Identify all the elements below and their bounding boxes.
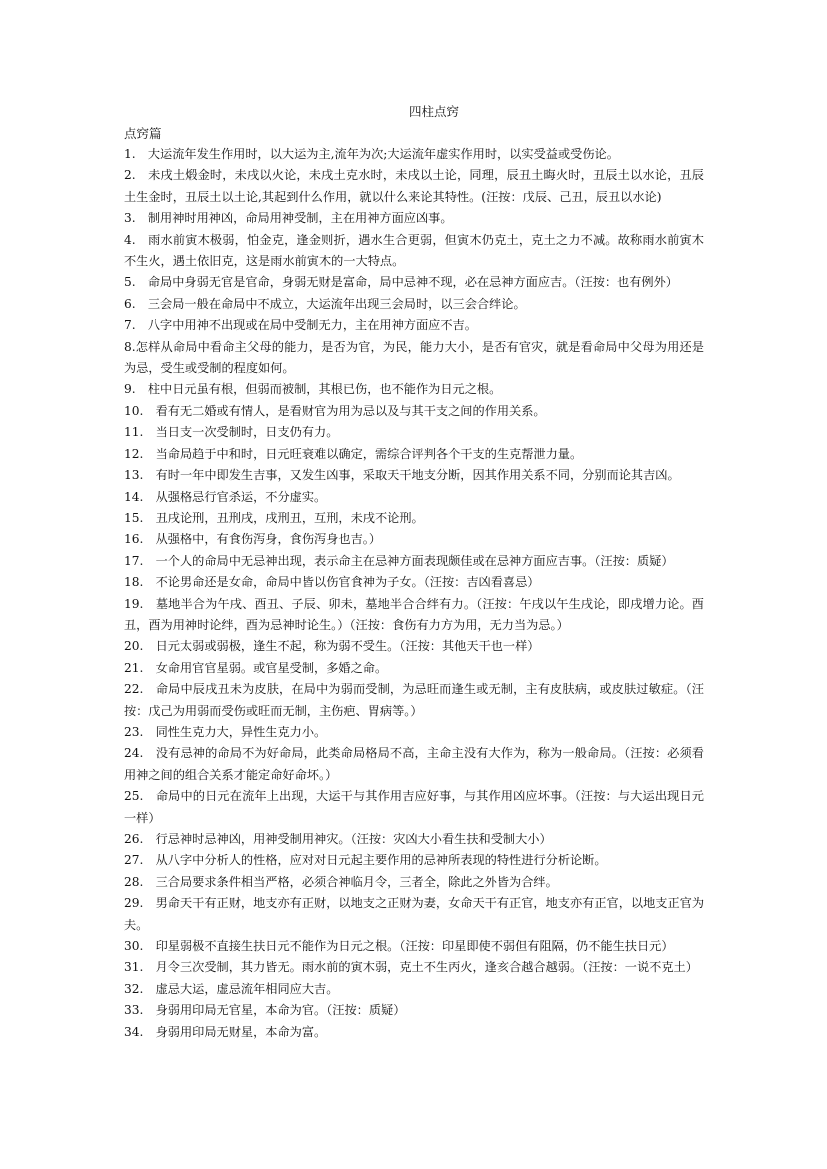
list-item: 21. 女命用官官星弱。或官星受制，多婚之命。 — [124, 660, 388, 675]
list-item: 4. 雨水前寅木极弱，怕金克，逢金则折，遇水生合更弱，但寅木仍克土，克土之力不减。故称雨水前寅木不生火，遇土依旧克，这是雨水前寅木的一大特点。 — [124, 232, 704, 269]
list-item: 23. 同性生克力大，异性生克力小。 — [124, 724, 327, 739]
list-item: 32. 虚忌大运，虚忌流年相同应大吉。 — [124, 981, 339, 996]
list-item: 24. 没有忌神的命局不为好命局，此类命局格局不高，主命主没有大作为，称为一般命局。（汪按：必须看用神之间的组合关系才能定命好命坏。） — [124, 746, 704, 782]
list-item: 19. 墓地半合为午戌、酉丑、子辰、卯未，墓地半合合绊有力。（汪按：午戌以午生戌论，即戌增力论。酉丑，酉为用神时论绊，酉为忌神时论生。）（汪按：食伤有力方为用，无力当为忌。） — [124, 596, 704, 632]
list-item: 10. 看有无二婚或有情人，是看财官为用为忌以及与其干支之间的作用关系。 — [124, 403, 546, 418]
list-item: 12. 当命局趋于中和时，日元旺衰难以确定，需综合评判各个干支的生克帮泄力量。 — [124, 446, 583, 461]
list-item: 17. 一个人的命局中无忌神出现，表示命主在忌神方面表现颇佳或在忌神方面应吉事。（汪按：质疑） — [124, 553, 674, 568]
list-item: 14. 从强格忌行官杀运，不分虚实。 — [124, 489, 327, 504]
list-item: 7. 八字中用神不出现或在局中受制无力，主在用神方面应不吉。 — [124, 318, 477, 333]
list-item: 1. 大运流年发生作用时，以大运为主,流年为次;大运流年虚实作用时，以实受益或受伤论。 — [124, 147, 619, 161]
list-item: 27. 从八字中分析人的性格，应对对日元起主要作用的忌神所表现的特性进行分析论断。 — [124, 853, 607, 868]
list-item: 15. 丑戌论刑，丑刑戌，戌刑丑，互刑，未戌不论刑。 — [124, 510, 424, 525]
list-item: 28. 三合局要求条件相当严格，必须合神临月令，三者全，除此之外皆为合绊。 — [124, 874, 558, 889]
list-item: 2. 未戌土煅金时，未戌以火论，未戌土克水时，未戌以土论，同理，辰丑土晦火时，丑辰土以水论，丑辰土生金时，丑辰土以土论,其起到什么作用，就以什么来论其特性。(汪按：戊辰、己丑，辰丑以水论) — [124, 168, 704, 204]
list-item: 16. 从强格中，有食伤泻身，食伤泻身也吉。） — [124, 532, 382, 547]
item-list — [124, 144, 704, 1043]
document-page — [124, 102, 704, 1043]
list-item: 5. 命局中身弱无官是官命，身弱无财是富命，局中忌神不现，必在忌神方面应吉。（汪按：也有例外） — [124, 275, 678, 290]
list-item: 29. 男命天干有正财，地支亦有正财，以地支之正财为妻，女命天干有正官，地支亦有正官，以地支正官为夫。 — [124, 896, 705, 932]
list-item: 26. 行忌神时忌神凶，用神受制用神灾。（汪按：灾凶大小看生扶和受制大小） — [124, 832, 552, 846]
document-title: 四柱点窍 — [408, 104, 459, 119]
list-item: 13. 有时一年中即发生吉事，又发生凶事，采取天干地支分断，因其作用关系不同，分别而论其吉凶。 — [124, 468, 680, 483]
section-heading: 点窍篇 — [124, 126, 162, 141]
list-item: 34. 身弱用印局无财星，本命为富。 — [124, 1024, 327, 1039]
list-item: 9. 柱中日元虽有根，但弱而被制，其根已伤，也不能作为日元之根。 — [124, 382, 502, 397]
list-item: 31. 月令三次受制，其力皆无。雨水前的寅木弱，克土不生丙火，逢亥合越合越弱。（汪按：一说不克土） — [124, 960, 698, 975]
list-item: 8.怎样从命局中看命主父母的能力，是否为官，为民，能力大小，是否有官灾，就是看命局中父母为用还是为忌，受生或受制的程度如何。 — [124, 339, 704, 376]
list-item: 11. 当日支一次受制时，日支仍有力。 — [124, 425, 339, 440]
list-item: 30. 印星弱极不直接生扶日元不能作为日元之根。（汪按：印星即使不弱但有阻隔，仍不能生扶日元） — [124, 939, 674, 954]
list-item: 22. 命局中辰戌丑未为皮肤，在局中为弱而受制，为忌旺而逢生或无制，主有皮肤病，或皮肤过敏症。（汪按：戊己为用弱而受伤或旺而无制，主伤疤、胃病等。） — [124, 682, 704, 718]
list-item: 33. 身弱用印局无官星，本命为官。（汪按：质疑） — [124, 1003, 406, 1018]
list-item: 3. 制用神时用神凶，命局用神受制，主在用神方面应凶事。 — [124, 211, 453, 226]
list-item: 18. 不论男命还是女命，命局中皆以伤官食神为子女。（汪按：吉凶看喜忌） — [124, 575, 540, 590]
list-item: 20. 日元太弱或弱极，逢生不起，称为弱不受生。（汪按：其他天干也一样） — [124, 639, 540, 654]
list-item: 6. 三会局一般在命局中不成立，大运流年出现三会局时，以三会合绊论。 — [124, 296, 526, 311]
list-item: 25. 命局中的日元在流年上出现，大运干与其作用吉应好事，与其作用凶应坏事。（汪按：与大运出现日元一样） — [124, 789, 704, 825]
